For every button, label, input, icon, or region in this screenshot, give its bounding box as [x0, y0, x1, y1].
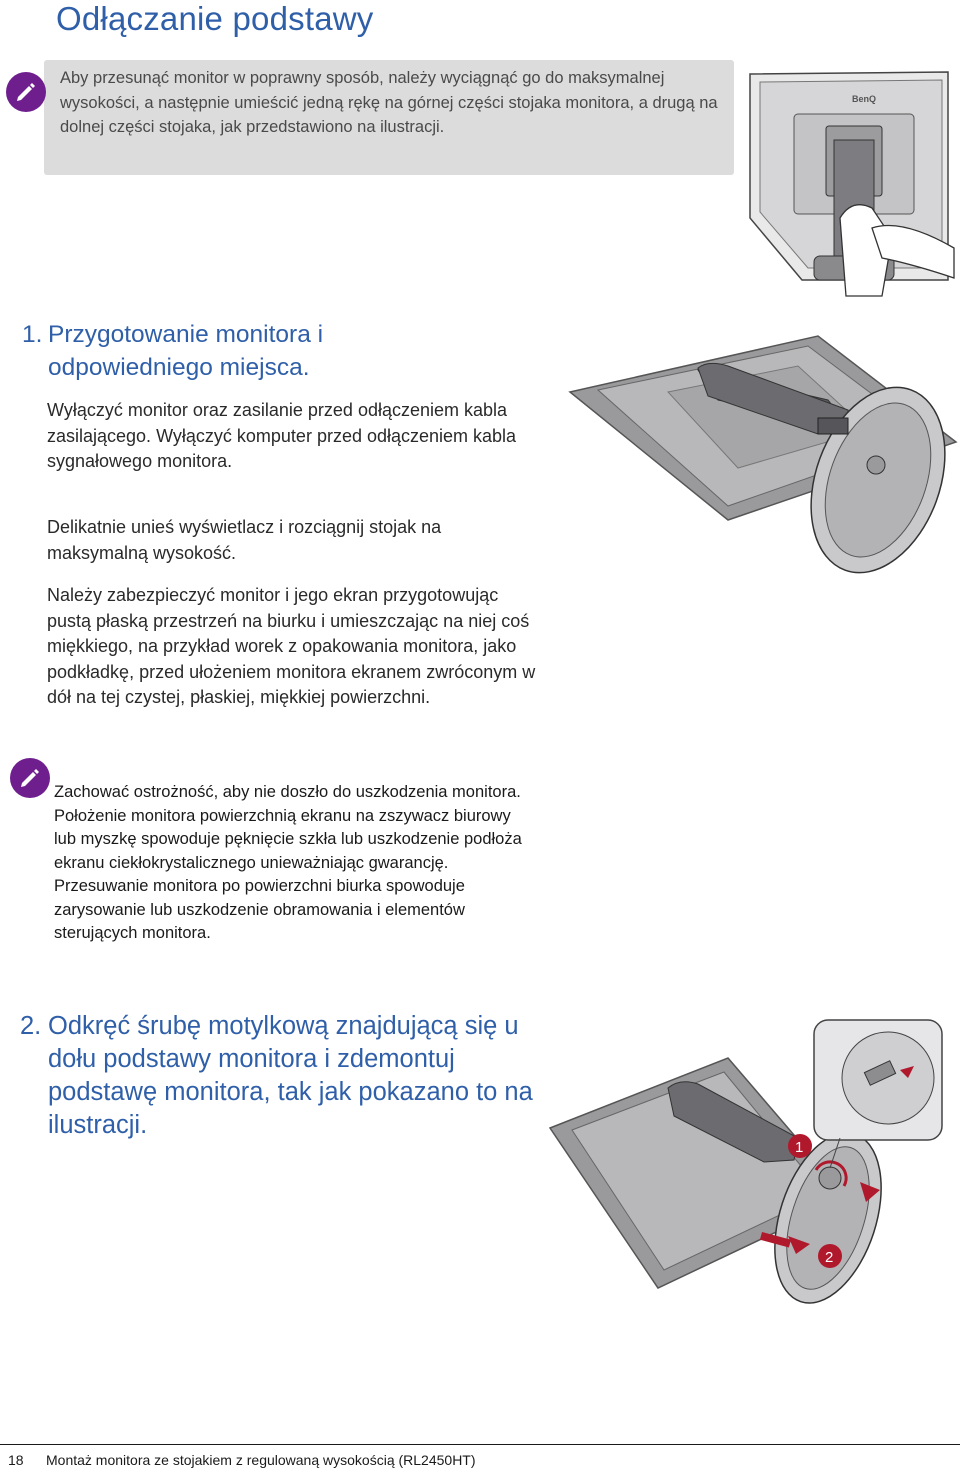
page-title: Odłączanie podstawy — [56, 0, 374, 37]
step1-heading: Przygotowanie monitora i odpowiedniego miejsca. — [48, 321, 324, 381]
footer-divider — [0, 1444, 960, 1445]
brand-label: BenQ — [852, 94, 877, 104]
pencil-icon — [6, 72, 46, 112]
footer-page-number: 18 — [8, 1452, 24, 1468]
step1-paragraph-3: Należy zabezpieczyć monitor i jego ekran przygotowując pustą płaską przestrzeń na biurku i umieszczając na niej coś miękkiego, na przykład worek z opakowania monitora, jako podkładkę, przed ułożeniem monitora ekranem zwróconym w dół na tej czystej, płaskiej, miękkiej powierzchni. — [47, 585, 536, 707]
step2-heading: Odkręć śrubę motylkową znajdującą się u dołu podstawy monitora i zdemontuj podstawę monitora, tak jak pokazano to na ilustracji. — [48, 1012, 533, 1139]
footer-text: Montaż monitora ze stojakiem z regulowaną wysokością (RL2450HT) — [46, 1452, 476, 1468]
base-removal-illustration — [548, 1018, 958, 1318]
pencil-icon — [10, 758, 50, 798]
intro-note-text: Aby przesunąć monitor w poprawny sposób, należy wyciągnąć go do maksymalnej wysokości, a następnie umieścić jedną rękę na górnej części stojaka monitora, a drugą na dolnej części stojaka, jak przedstawiono na ilustracji. — [60, 69, 718, 136]
warning-note-text: Zachować ostrożność, aby nie doszło do uszkodzenia monitora. Położenie monitora powierzchnią ekranu na zszywacz biurowy lub myszkę spowoduje pęknięcie szkła lub uszkodzenie podłoża ekranu ciekłokrystalicznego unieważniając gwarancję. Przesuwanie monitora po powierzchni biurka spowoduje zarysowanie lub uszkodzenie obramowania i elementów sterujących monitora. — [54, 783, 522, 942]
monitor-facedown-illustration — [568, 330, 958, 580]
step2-number: 2. — [20, 1012, 42, 1040]
monitor-lift-illustration — [742, 68, 956, 300]
step1-paragraph-1: Wyłączyć monitor oraz zasilanie przed odłączeniem kabla zasilającego. Wyłączyć komputer przed odłączeniem kabla sygnałowego monitora. — [47, 400, 517, 471]
step1-paragraph-2: Delikatnie unieś wyświetlacz i rozciągnij stojak na maksymalną wysokość. — [47, 517, 442, 563]
callout-2-label: 2 — [825, 1249, 834, 1266]
callout-1-label: 1 — [795, 1139, 804, 1156]
step1-number: 1. — [22, 321, 43, 348]
